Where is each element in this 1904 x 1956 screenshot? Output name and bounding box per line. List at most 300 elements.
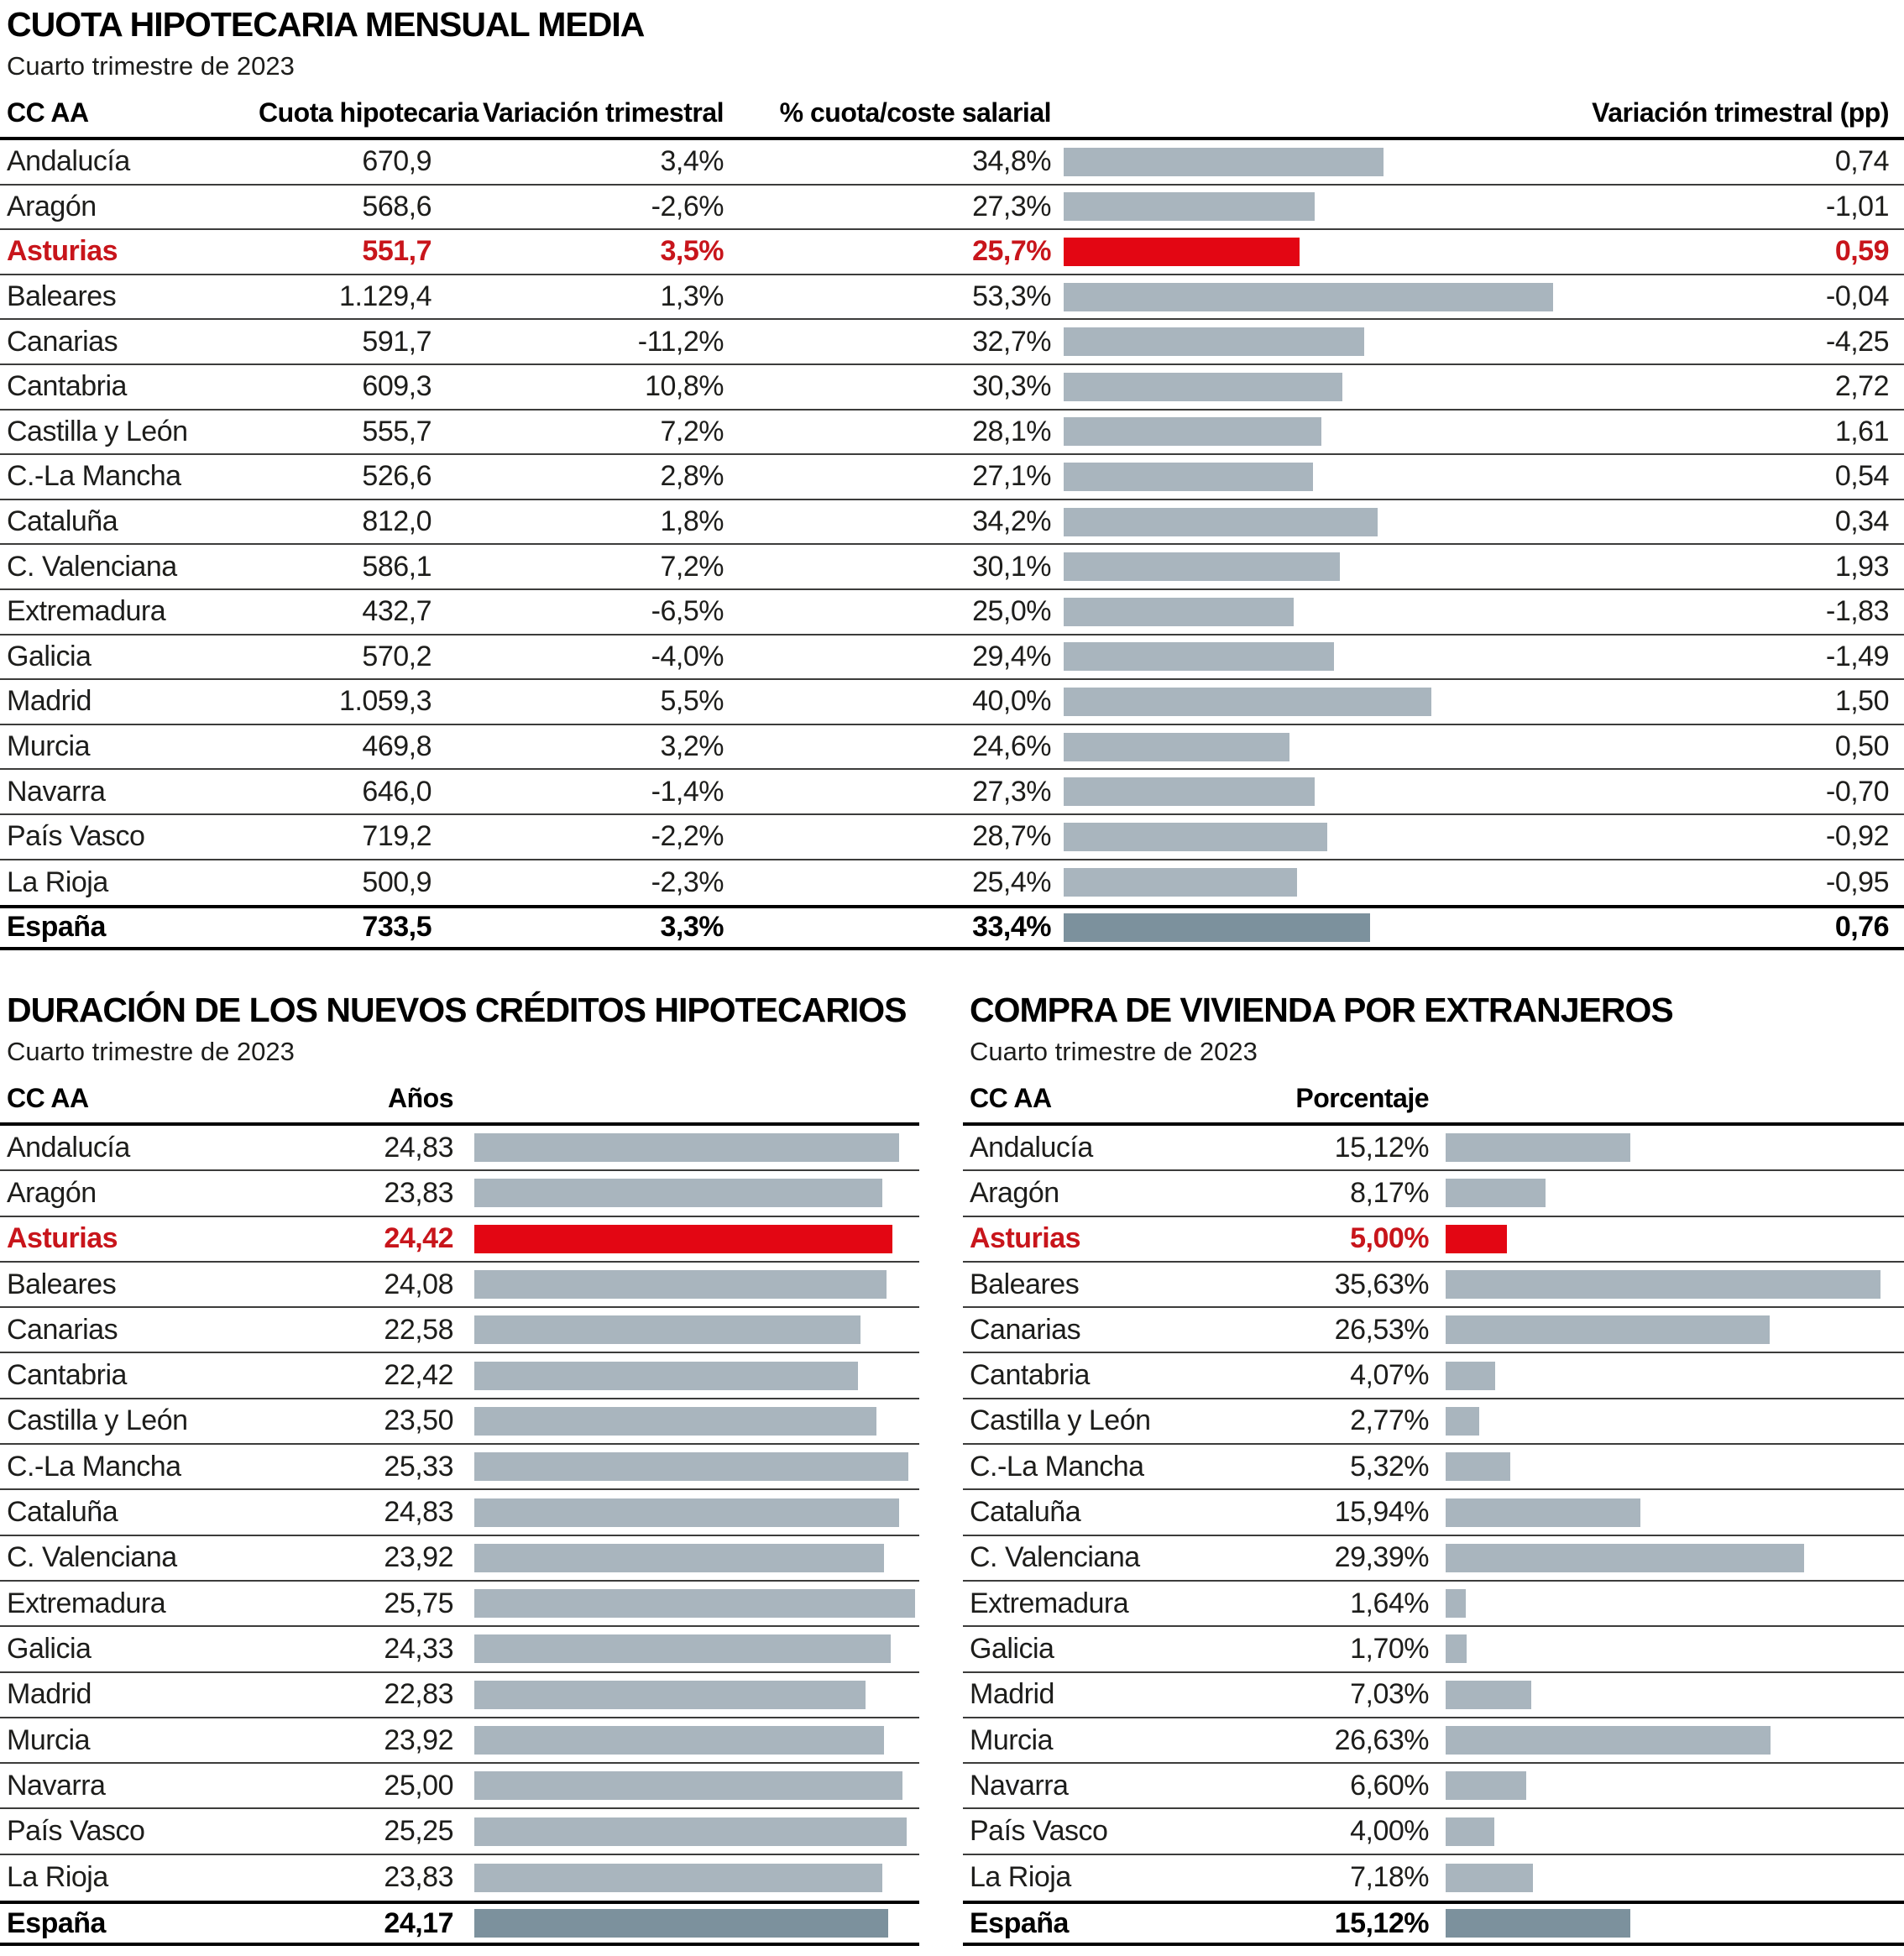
bar-cell: [453, 1627, 919, 1671]
table-row: [0, 725, 1904, 771]
anos-value: 25,00: [384, 1769, 453, 1802]
region-label: Extremadura: [7, 595, 166, 628]
section-subtitle: Cuarto trimestre de 2023: [970, 1037, 1258, 1066]
bar-cell: [1429, 1171, 1904, 1215]
bar-cell: [1429, 1718, 1904, 1762]
region-label: Galicia: [7, 640, 92, 672]
anos-value: 24,08: [384, 1268, 453, 1300]
variacion-trimestral-pp-value: 2,72: [1834, 370, 1889, 403]
bar-cell: [453, 1582, 919, 1625]
region-label: La Rioja: [970, 1861, 1071, 1894]
variacion-trimestral-value: -1,4%: [651, 775, 724, 808]
pct-cuota-coste-salarial-bar: [1064, 733, 1289, 761]
variacion-trimestral-pp-value: 0,59: [1834, 235, 1889, 268]
variacion-trimestral-pp-value: 0,50: [1834, 730, 1889, 763]
variacion-trimestral-pp-value: -0,95: [1826, 866, 1889, 898]
region-label: Madrid: [7, 685, 92, 718]
cuota-hipotecaria-value: 586,1: [362, 550, 432, 583]
anos-bar: [474, 1133, 899, 1162]
porcentaje-bar: [1446, 1315, 1770, 1344]
bar-cell: [1429, 1536, 1904, 1580]
bar-cell: [1051, 815, 1561, 859]
region-label: Canarias: [7, 325, 118, 358]
porcentaje-value: 6,60%: [1350, 1769, 1429, 1802]
table-compra-extranjeros: [963, 991, 1904, 1946]
porcentaje-value: 15,94%: [1334, 1496, 1429, 1529]
table-row: [963, 1308, 1904, 1353]
anos-bar: [474, 1225, 892, 1253]
region-label: Baleares: [7, 280, 117, 313]
section-subtitle: Cuarto trimestre de 2023: [7, 1037, 295, 1066]
pct-cuota-coste-salarial-bar: [1064, 283, 1553, 311]
pct-cuota-coste-salarial-value: 32,7%: [972, 325, 1051, 358]
bar-cell: [1429, 1673, 1904, 1717]
variacion-trimestral-pp-value: 0,74: [1834, 145, 1889, 178]
region-label: C.-La Mancha: [7, 460, 181, 493]
anos-bar: [474, 1362, 858, 1390]
bar-cell: [1051, 275, 1561, 319]
pct-cuota-coste-salarial-value: 30,3%: [972, 370, 1051, 403]
anos-value: 24,42: [384, 1222, 453, 1255]
anos-bar: [474, 1498, 899, 1527]
bar-cell: [1051, 770, 1561, 813]
cuota-hipotecaria-value: 568,6: [362, 190, 432, 222]
pct-cuota-coste-salarial-bar: [1064, 373, 1342, 401]
region-label: Asturias: [7, 235, 118, 268]
table-row: [0, 1126, 919, 1171]
region-label: Andalucía: [7, 145, 130, 178]
cuota-hipotecaria-value: 719,2: [362, 820, 432, 853]
porcentaje-bar: [1446, 1726, 1771, 1755]
region-label: Extremadura: [970, 1587, 1129, 1619]
porcentaje-value: 35,63%: [1334, 1268, 1429, 1300]
bar-cell: [453, 1673, 919, 1717]
porcentaje-bar: [1446, 1270, 1880, 1299]
table-row: [0, 1536, 919, 1582]
pct-cuota-coste-salarial-value: 34,2%: [972, 505, 1051, 538]
region-label: Aragón: [970, 1176, 1059, 1209]
cuota-hipotecaria-value: 526,6: [362, 460, 432, 493]
anos-bar: [474, 1544, 884, 1572]
pct-cuota-coste-salarial-value: 33,4%: [972, 911, 1051, 944]
porcentaje-value: 8,17%: [1350, 1176, 1429, 1209]
region-label: Aragón: [7, 190, 97, 222]
region-label: Murcia: [7, 1723, 91, 1756]
porcentaje-value: 4,00%: [1350, 1815, 1429, 1848]
region-label: Cantabria: [7, 1359, 127, 1392]
section-title: COMPRA DE VIVIENDA POR EXTRANJEROS: [970, 991, 1673, 1029]
porcentaje-value: 1,70%: [1350, 1632, 1429, 1665]
porcentaje-value: 7,18%: [1350, 1861, 1429, 1894]
anos-bar: [474, 1726, 884, 1755]
table-row: [0, 1399, 919, 1445]
table-row: [963, 1490, 1904, 1535]
bar-cell: [1429, 1490, 1904, 1534]
anos-bar: [474, 1864, 882, 1892]
variacion-trimestral-pp-value: 0,34: [1834, 505, 1889, 538]
col-header-variacion: Variación trimestral: [482, 97, 724, 128]
bar-cell: [1429, 1627, 1904, 1671]
table-row: [0, 905, 1904, 950]
bar-cell: [453, 1764, 919, 1807]
section-title: DURACIÓN DE LOS NUEVOS CRÉDITOS HIPOTECARIOS: [7, 991, 907, 1029]
col-header-region: CC AA: [7, 1083, 89, 1113]
bar-cell: [453, 1718, 919, 1762]
table-row: [0, 1673, 919, 1718]
porcentaje-bar: [1446, 1681, 1531, 1709]
cuota-hipotecaria-value: 1.129,4: [339, 280, 432, 313]
col-header-variacion-pp: Variación trimestral (pp): [1592, 97, 1889, 128]
variacion-trimestral-value: 3,2%: [660, 730, 724, 763]
bar-cell: [1051, 140, 1561, 184]
table-row: [963, 1673, 1904, 1718]
table-header: [963, 1083, 1904, 1126]
table-row: [963, 1901, 1904, 1946]
porcentaje-bar: [1446, 1771, 1526, 1800]
bar-cell: [1051, 411, 1561, 454]
region-label: Murcia: [7, 730, 91, 763]
table-row: [0, 545, 1904, 590]
variacion-trimestral-pp-value: 1,61: [1834, 415, 1889, 447]
table-row: [0, 186, 1904, 231]
table-body: [0, 1126, 919, 1946]
table-row: [963, 1855, 1904, 1901]
bar-cell: [453, 1263, 919, 1306]
porcentaje-value: 7,03%: [1350, 1678, 1429, 1711]
bar-cell: [1051, 635, 1561, 679]
bar-cell: [1429, 1308, 1904, 1352]
table-row: [0, 680, 1904, 725]
region-label: Galicia: [7, 1632, 92, 1665]
pct-cuota-coste-salarial-bar: [1064, 688, 1431, 716]
table-row: [0, 1353, 919, 1399]
region-label: Navarra: [970, 1769, 1069, 1802]
table-row: [0, 275, 1904, 321]
porcentaje-value: 26,63%: [1334, 1723, 1429, 1756]
bar-cell: [1051, 186, 1561, 229]
bar-cell: [1429, 1353, 1904, 1397]
cuota-hipotecaria-value: 812,0: [362, 505, 432, 538]
bar-cell: [1051, 725, 1561, 769]
bar-cell: [453, 1490, 919, 1534]
region-label: Cataluña: [7, 1496, 118, 1529]
bar-cell: [453, 1171, 919, 1215]
table-row: [0, 1308, 919, 1353]
bar-cell: [1429, 1582, 1904, 1625]
table-row: [0, 411, 1904, 456]
table-header: [0, 1083, 919, 1126]
table-row: [963, 1126, 1904, 1171]
variacion-trimestral-pp-value: 0,54: [1834, 460, 1889, 493]
porcentaje-bar: [1446, 1179, 1546, 1207]
anos-bar: [474, 1634, 891, 1663]
cuota-hipotecaria-value: 670,9: [362, 145, 432, 178]
pct-cuota-coste-salarial-value: 25,0%: [972, 595, 1051, 628]
region-label: Aragón: [7, 1176, 97, 1209]
bar-cell: [1051, 455, 1561, 499]
table-row: [0, 230, 1904, 275]
bar-cell: [453, 1353, 919, 1397]
pct-cuota-coste-salarial-value: 27,3%: [972, 775, 1051, 808]
variacion-trimestral-value: 3,4%: [660, 145, 724, 178]
porcentaje-bar: [1446, 1452, 1510, 1481]
porcentaje-bar: [1446, 1589, 1466, 1618]
bar-cell: [1429, 1764, 1904, 1807]
table-row: [963, 1582, 1904, 1627]
pct-cuota-coste-salarial-value: 25,4%: [972, 866, 1051, 898]
bar-cell: [453, 1809, 919, 1853]
anos-bar: [474, 1771, 902, 1800]
region-label: Cataluña: [7, 505, 118, 538]
porcentaje-value: 29,39%: [1334, 1541, 1429, 1574]
porcentaje-value: 2,77%: [1350, 1404, 1429, 1437]
region-label: País Vasco: [7, 820, 145, 853]
region-label: Castilla y León: [7, 1404, 188, 1437]
table-row: [0, 590, 1904, 635]
variacion-trimestral-pp-value: 1,93: [1834, 550, 1889, 583]
table-row: [963, 1627, 1904, 1672]
porcentaje-bar: [1446, 1864, 1533, 1892]
bar-cell: [453, 1445, 919, 1488]
region-label: C. Valenciana: [7, 550, 177, 583]
section-subtitle: Cuarto trimestre de 2023: [7, 51, 295, 81]
porcentaje-value: 15,12%: [1334, 1906, 1429, 1939]
region-label: Baleares: [7, 1268, 117, 1300]
porcentaje-bar: [1446, 1225, 1507, 1253]
bar-cell: [453, 1308, 919, 1352]
pct-cuota-coste-salarial-bar: [1064, 913, 1370, 942]
bar-cell: [1429, 1399, 1904, 1443]
anos-value: 25,33: [384, 1450, 453, 1483]
anos-value: 23,50: [384, 1404, 453, 1437]
anos-value: 24,83: [384, 1496, 453, 1529]
anos-bar: [474, 1452, 908, 1481]
variacion-trimestral-value: -2,3%: [651, 866, 724, 898]
porcentaje-bar: [1446, 1133, 1630, 1162]
region-label: Galicia: [970, 1632, 1054, 1665]
anos-value: 22,83: [384, 1678, 453, 1711]
col-header-porcentaje: Porcentaje: [1295, 1083, 1429, 1113]
col-header-cuota: Cuota hipotecaria: [259, 97, 479, 128]
region-label: Cantabria: [7, 370, 127, 403]
porcentaje-bar: [1446, 1362, 1495, 1390]
table-row: [0, 1718, 919, 1764]
table-row: [0, 1582, 919, 1627]
anos-value: 24,83: [384, 1131, 453, 1164]
bar-cell: [1051, 365, 1561, 409]
pct-cuota-coste-salarial-value: 27,1%: [972, 460, 1051, 493]
region-label: Cataluña: [970, 1496, 1081, 1529]
cuota-hipotecaria-value: 733,5: [362, 911, 432, 944]
variacion-trimestral-pp-value: -1,49: [1826, 640, 1889, 672]
cuota-hipotecaria-value: 551,7: [362, 235, 432, 268]
region-label: Madrid: [970, 1678, 1054, 1711]
region-label: C.-La Mancha: [7, 1450, 181, 1483]
region-label: Baleares: [970, 1268, 1080, 1300]
region-label: Castilla y León: [970, 1404, 1151, 1437]
cuota-hipotecaria-value: 570,2: [362, 640, 432, 672]
porcentaje-bar: [1446, 1909, 1630, 1938]
pct-cuota-coste-salarial-value: 28,1%: [972, 415, 1051, 447]
pct-cuota-coste-salarial-bar: [1064, 238, 1300, 266]
anos-value: 22,42: [384, 1359, 453, 1392]
anos-value: 25,75: [384, 1587, 453, 1619]
anos-value: 23,92: [384, 1723, 453, 1756]
col-header-region: CC AA: [970, 1083, 1052, 1113]
bar-cell: [1051, 680, 1561, 724]
region-label: Extremadura: [7, 1587, 166, 1619]
table-row: [963, 1809, 1904, 1854]
pct-cuota-coste-salarial-value: 53,3%: [972, 280, 1051, 313]
table-row: [963, 1399, 1904, 1445]
table-row: [0, 140, 1904, 186]
variacion-trimestral-pp-value: -4,25: [1826, 325, 1889, 358]
table-row: [0, 1809, 919, 1854]
variacion-trimestral-value: 5,5%: [660, 685, 724, 718]
region-label: Madrid: [7, 1678, 92, 1711]
variacion-trimestral-value: -2,6%: [651, 190, 724, 222]
region-label: La Rioja: [7, 866, 108, 898]
variacion-trimestral-value: 2,8%: [660, 460, 724, 493]
anos-bar: [474, 1407, 876, 1436]
table-duracion-creditos: [0, 991, 919, 1946]
page-title: CUOTA HIPOTECARIA MENSUAL MEDIA: [7, 5, 645, 44]
table-row: [963, 1445, 1904, 1490]
bar-cell: [453, 1904, 919, 1943]
pct-cuota-coste-salarial-bar: [1064, 598, 1294, 626]
porcentaje-value: 26,53%: [1334, 1313, 1429, 1346]
region-label: Andalucía: [970, 1131, 1093, 1164]
pct-cuota-coste-salarial-value: 30,1%: [972, 550, 1051, 583]
anos-value: 24,17: [384, 1906, 453, 1939]
col-header-pct-salarial: % cuota/coste salarial: [779, 97, 1051, 128]
table-body: [963, 1126, 1904, 1946]
variacion-trimestral-value: 3,5%: [660, 235, 724, 268]
bar-cell: [1051, 545, 1561, 588]
region-label: España: [7, 911, 106, 944]
variacion-trimestral-value: -11,2%: [637, 325, 724, 358]
table-row: [0, 1490, 919, 1535]
region-label: Cantabria: [970, 1359, 1090, 1392]
variacion-trimestral-value: 10,8%: [645, 370, 724, 403]
variacion-trimestral-pp-value: -0,70: [1826, 775, 1889, 808]
cuota-hipotecaria-value: 609,3: [362, 370, 432, 403]
anos-value: 23,83: [384, 1176, 453, 1209]
table-header: [0, 97, 1904, 140]
variacion-trimestral-value: 1,3%: [660, 280, 724, 313]
pct-cuota-coste-salarial-bar: [1064, 417, 1321, 446]
table-row: [0, 770, 1904, 815]
porcentaje-value: 1,64%: [1350, 1587, 1429, 1619]
cuota-hipotecaria-value: 469,8: [362, 730, 432, 763]
bar-cell: [1051, 500, 1561, 544]
porcentaje-value: 5,00%: [1350, 1222, 1429, 1255]
bar-cell: [1429, 1904, 1904, 1943]
bar-cell: [1429, 1809, 1904, 1853]
bar-cell: [1051, 320, 1561, 363]
variacion-trimestral-pp-value: -0,04: [1826, 280, 1889, 313]
pct-cuota-coste-salarial-bar: [1064, 777, 1315, 806]
table-body: [0, 140, 1904, 950]
pct-cuota-coste-salarial-bar: [1064, 823, 1327, 851]
variacion-trimestral-value: -4,0%: [651, 640, 724, 672]
table-row: [963, 1353, 1904, 1399]
table-row: [963, 1171, 1904, 1216]
region-label: Canarias: [7, 1313, 118, 1346]
region-label: País Vasco: [7, 1815, 145, 1848]
table-row: [0, 320, 1904, 365]
table-row: [0, 1171, 919, 1216]
porcentaje-bar: [1446, 1498, 1640, 1527]
region-label: Canarias: [970, 1313, 1081, 1346]
pct-cuota-coste-salarial-bar: [1064, 508, 1378, 536]
table-row: [0, 815, 1904, 860]
table-row: [0, 860, 1904, 906]
variacion-trimestral-pp-value: -0,92: [1826, 820, 1889, 853]
region-label: Asturias: [970, 1222, 1081, 1255]
anos-bar: [474, 1315, 860, 1344]
pct-cuota-coste-salarial-value: 40,0%: [972, 685, 1051, 718]
bar-cell: [1051, 860, 1561, 906]
porcentaje-value: 15,12%: [1334, 1131, 1429, 1164]
pct-cuota-coste-salarial-bar: [1064, 642, 1334, 671]
cuota-hipotecaria-value: 432,7: [362, 595, 432, 628]
pct-cuota-coste-salarial-value: 34,8%: [972, 145, 1051, 178]
bar-cell: [453, 1855, 919, 1901]
variacion-trimestral-pp-value: -1,01: [1826, 190, 1889, 222]
porcentaje-bar: [1446, 1817, 1494, 1846]
pct-cuota-coste-salarial-bar: [1064, 463, 1313, 491]
anos-bar: [474, 1589, 915, 1618]
bar-cell: [453, 1126, 919, 1169]
region-label: España: [970, 1906, 1069, 1939]
anos-bar: [474, 1817, 907, 1846]
pct-cuota-coste-salarial-value: 24,6%: [972, 730, 1051, 763]
pct-cuota-coste-salarial-bar: [1064, 868, 1297, 897]
porcentaje-bar: [1446, 1407, 1479, 1436]
variacion-trimestral-pp-value: 1,50: [1834, 685, 1889, 718]
region-label: C. Valenciana: [7, 1541, 177, 1574]
region-label: C.-La Mancha: [970, 1450, 1144, 1483]
region-label: Castilla y León: [7, 415, 188, 447]
cuota-hipotecaria-value: 1.059,3: [339, 685, 432, 718]
pct-cuota-coste-salarial-value: 25,7%: [972, 235, 1051, 268]
anos-bar: [474, 1179, 882, 1207]
region-label: Murcia: [970, 1723, 1054, 1756]
region-label: La Rioja: [7, 1861, 108, 1894]
anos-value: 22,58: [384, 1313, 453, 1346]
anos-value: 25,25: [384, 1815, 453, 1848]
bar-cell: [453, 1399, 919, 1443]
region-label: Navarra: [7, 1769, 106, 1802]
anos-value: 24,33: [384, 1632, 453, 1665]
table-row: [963, 1764, 1904, 1809]
region-label: Asturias: [7, 1222, 118, 1255]
region-label: País Vasco: [970, 1815, 1108, 1848]
table-row: [0, 1445, 919, 1490]
cuota-hipotecaria-value: 555,7: [362, 415, 432, 447]
bar-cell: [1429, 1445, 1904, 1488]
anos-bar: [474, 1909, 888, 1938]
bar-cell: [1429, 1217, 1904, 1261]
bar-cell: [1051, 230, 1561, 274]
bar-cell: [453, 1536, 919, 1580]
porcentaje-bar: [1446, 1544, 1804, 1572]
table-row: [963, 1217, 1904, 1263]
variacion-trimestral-value: -2,2%: [651, 820, 724, 853]
table-row: [963, 1536, 1904, 1582]
region-label: España: [7, 1906, 106, 1939]
